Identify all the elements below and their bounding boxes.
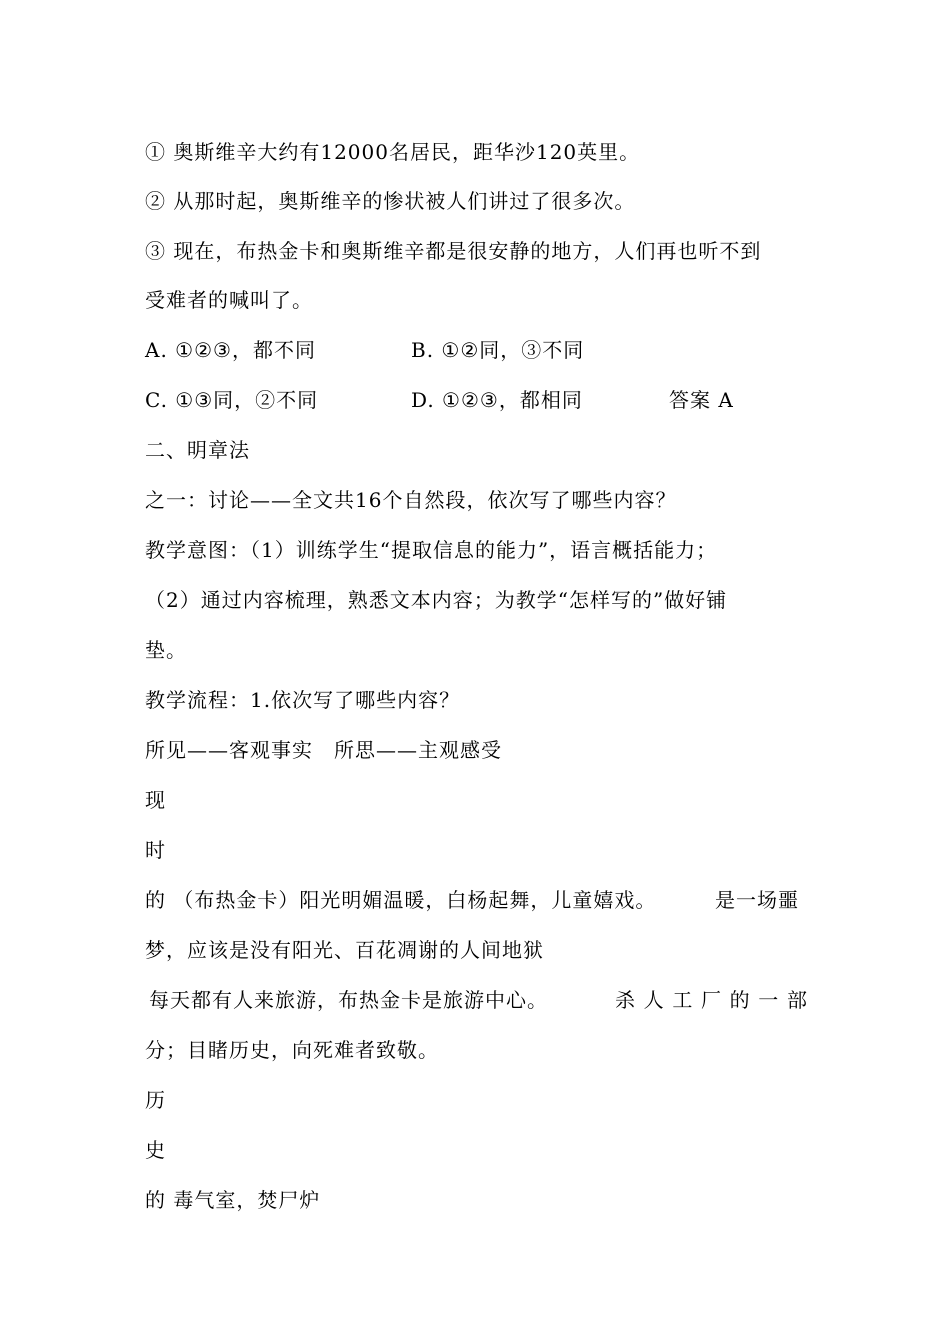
text-segment: 是一场噩	[715, 888, 799, 912]
option-b: B. ①②同，③不同	[411, 338, 585, 362]
spaced-char: 杀	[615, 988, 636, 1012]
text-line: 受难者的喊叫了。	[145, 288, 313, 312]
text-segment	[615, 986, 808, 1014]
text-line: 教学意图：（1）训练学生“提取信息的能力”，语言概括能力；	[145, 538, 718, 562]
text-line: 现	[145, 788, 166, 812]
text-line: 垫。	[145, 638, 187, 662]
spaced-char: 工	[672, 988, 694, 1012]
text-line: 分；目睹历史，向死难者致敬。	[145, 1038, 439, 1062]
spaced-char: 人	[643, 988, 665, 1012]
option-d: D. ①②③，都相同	[411, 388, 583, 412]
spaced-char: 一	[758, 988, 780, 1012]
text-line: 史	[145, 1138, 166, 1162]
spaced-char: 厂	[700, 988, 722, 1012]
spaced-char: 部	[786, 988, 808, 1012]
text-segment: 每天都有人来旅游，布热金卡是旅游中心。	[149, 988, 548, 1012]
text-line: 历	[145, 1088, 166, 1112]
text-line: ② 从那时起，奥斯维辛的惨状被人们讲过了很多次。	[145, 189, 636, 213]
option-a: A. ①②③，都不同	[145, 338, 316, 362]
text-line: 时	[145, 838, 166, 862]
text-line: 所见——客观事实 所思——主观感受	[145, 738, 502, 762]
spaced-char: 的	[729, 988, 751, 1012]
option-c: C. ①③同，②不同	[145, 388, 319, 412]
text-segment: 的 （布热金卡）阳光明媚温暖，白杨起舞，儿童嬉戏。	[145, 888, 657, 912]
text-line: 的 毒气室，焚尸炉	[145, 1188, 321, 1212]
text-line: （2）通过内容梳理，熟悉文本内容；为教学“怎样写的”做好铺	[145, 588, 728, 612]
section-heading: 二、明章法	[145, 438, 250, 462]
text-line: ① 奥斯维辛大约有12000名居民，距华沙120英里。	[145, 140, 641, 164]
text-line: ③ 现在，布热金卡和奥斯维辛都是很安静的地方，人们再也听不到	[145, 239, 762, 263]
text-line: 之一：讨论——全文共16个自然段，依次写了哪些内容？	[145, 488, 677, 512]
answer-label: 答案 A	[669, 388, 734, 412]
text-line: 教学流程：1.依次写了哪些内容？	[145, 688, 461, 712]
text-line: 梦，应该是没有阳光、百花凋谢的人间地狱	[145, 938, 544, 962]
